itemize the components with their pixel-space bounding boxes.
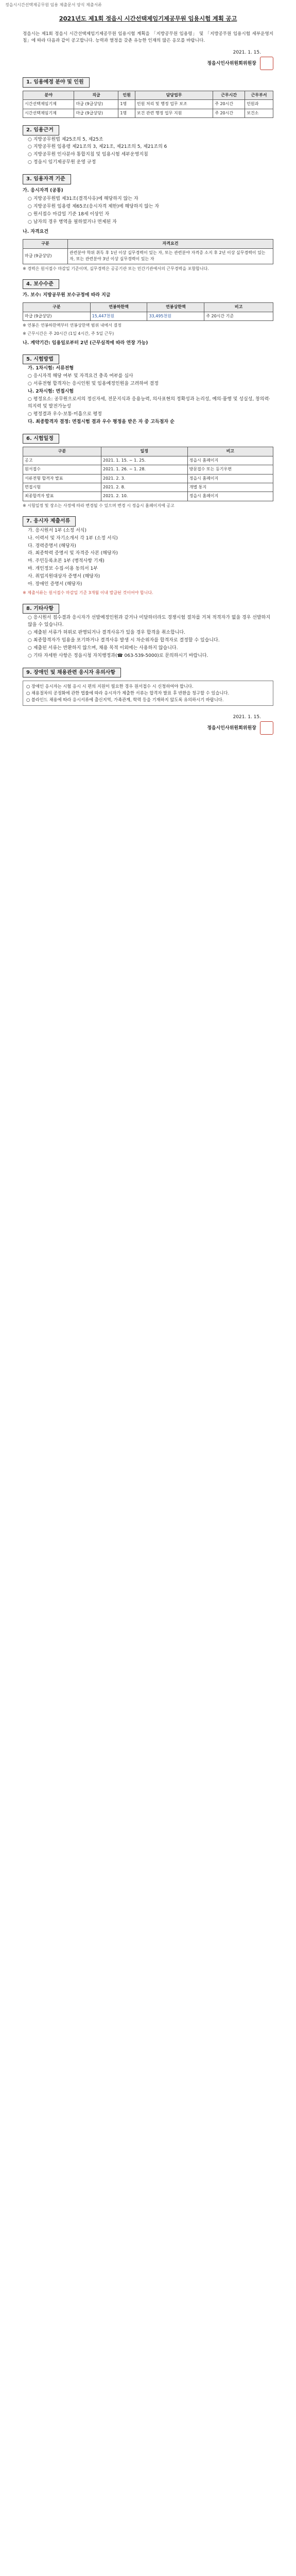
table-header-row — [23, 91, 273, 99]
table-header: 근무시간 — [213, 91, 245, 99]
official-seal-icon — [260, 721, 273, 735]
table-header: 일정 — [101, 447, 187, 456]
table-cell: 관련분야 학위 취득 후 1년 이상 실무경력이 있는 자, 또는 관련분야 자격증 소지 후 2년 이상 실무경력이 있는 자, 또는 관련분야 3년 이상 실무경력이 있는 자 — [68, 248, 273, 264]
table-row — [23, 483, 273, 492]
table-cell: 정읍시 홈페이지 — [187, 456, 273, 465]
list-item: ○ 지방공무원 임용령 제21조의 3, 제21조, 제21조의 5, 제21조의 6 — [28, 144, 167, 150]
table-header: 분야 — [23, 91, 74, 99]
table-cell: 개별 통지 — [187, 483, 273, 492]
document-title: 2021년도 제1회 정읍시 시간선택제임기제공무원 임용시험 계획 공고 — [59, 15, 237, 22]
table-cell: 마급 (9급상당) — [74, 100, 118, 109]
issuing-org-name: 정읍시인사위원회위원장 — [207, 61, 256, 66]
list-item: ○ 응시자격 해당 여부 및 자격요건 충족 여부를 심사 — [28, 374, 133, 379]
section-heading-3: 3. 임용자격 기준 — [23, 174, 71, 184]
table-cell: 2021. 2. 8. — [101, 483, 187, 492]
table-cell: 주 20시간 — [213, 100, 245, 109]
list-item: ○ 지방공무원법 제25조의 5, 제25조 — [28, 137, 103, 142]
salary-table — [23, 302, 273, 321]
table-cell: 공고 — [23, 456, 101, 465]
section-heading-1: 1. 임용예정 분야 및 인원 — [23, 77, 90, 88]
table-cell: 마급 (9급상당) — [23, 248, 68, 264]
schedule-table — [23, 447, 273, 501]
list-item: ○ 지방공무원 인사분야 통합지침 및 임용시험 세부운영지침 — [28, 152, 148, 158]
table-row — [23, 312, 273, 320]
footer-org-name: 정읍시인사위원회위원장 — [207, 725, 256, 731]
list-item: 나. 이력서 및 자기소개서 각 1부 (소정 서식) — [28, 535, 118, 541]
table-cell: 보건소 — [245, 109, 273, 117]
list-item: ○ 평정요소: 공무원으로서의 정신자세, 전문지식과 응용능력, 의사표현의 정확성과 논리성, 예의·품행 및 성실성, 창의력·의지력 및 발전가능성 — [28, 397, 271, 410]
table-cell: 민원 처리 및 행정 업무 보조 — [135, 100, 213, 109]
table-cell: 정읍시 홈페이지 — [187, 492, 273, 501]
table-row — [23, 465, 273, 474]
table-header: 비고 — [204, 303, 273, 312]
footer-date: 2021. 1. 15. — [233, 714, 261, 720]
official-seal-icon — [260, 57, 273, 70]
legal-basis-list — [28, 137, 273, 167]
table-header-row — [23, 303, 273, 312]
list-item: ○ 평정결과 우수·보통·미흡으로 평정 — [28, 412, 102, 417]
subheading: 가. 보수: 지방공무원 보수규정에 따라 지급 — [23, 293, 111, 298]
footnote: ※ 경력은 원서접수 마감일 기준이며, 실무경력은 공공기관 또는 민간기관에서의 근무경력을 포함합니다. — [23, 266, 209, 271]
table-header: 담당업무 — [135, 91, 213, 99]
list-item: ○ 응시원서 접수결과 응시자가 선발예정인원과 같거나 미달하더라도 경쟁시험 절차를 거쳐 적격자가 없을 경우 선발하지 않을 수 있습니다. — [28, 615, 271, 628]
list-item: 사. 취업지원대상자 증명서 (해당자) — [28, 574, 100, 580]
list-item: 아. 장애인 증명서 (해당자) — [28, 582, 82, 587]
table-header: 자격요건 — [68, 240, 273, 248]
table-row — [23, 109, 273, 117]
table-cell: 2021. 2. 10. — [101, 492, 187, 501]
issuing-org — [23, 57, 273, 70]
table-row — [23, 474, 273, 483]
list-item: ○ 정읍시 임기제공무원 운영 규정 — [28, 160, 96, 165]
table-header: 구분 — [23, 240, 68, 248]
footnote: ※ 시험일정 및 장소는 사정에 따라 변경될 수 있으며 변경 시 정읍시 홈페이지에 공고 — [23, 503, 175, 508]
list-item: ○ 지방공무원법 제31조(결격사유)에 해당하지 않는 자 — [28, 196, 138, 201]
table-header-row — [23, 447, 273, 456]
list-item: 라. 최종학력 증명서 및 자격증 사본 (해당자) — [28, 551, 118, 556]
list-item: 다. 경력증명서 (해당자) — [28, 543, 76, 549]
section-heading-4: 4. 보수수준 — [23, 279, 59, 290]
section-heading-7: 7. 응시자 제출서류 — [23, 516, 76, 527]
list-item: ○ 남자의 경우 병역을 필하였거나 면제된 자 — [28, 219, 117, 225]
table-cell: 2021. 1. 26. ~ 1. 28. — [101, 465, 187, 474]
notice-box — [23, 681, 273, 706]
list-item: ○ 장애인 응시자는 시험 응시 시 편의 지원이 필요한 경우 원서접수 시 신청하여야 합니다. — [26, 684, 194, 689]
table-cell: 1명 — [118, 100, 135, 109]
table-header: 연봉상한액 — [147, 303, 204, 312]
list-item: 마. 주민등록초본 1부 (병적사항 기재) — [28, 558, 105, 564]
eligibility-list — [28, 196, 273, 226]
subheading: 나. 계약기간: 임용일로부터 2년 (근무실적에 따라 연장 가능) — [23, 340, 148, 346]
table-cell: 서류전형 합격자 발표 — [23, 474, 101, 483]
list-item: ○ 지방공무원 임용령 제65조(응시자격 제한)에 해당하지 않는 자 — [28, 204, 160, 209]
footer-org — [23, 721, 273, 735]
section-heading-2: 2. 임용근거 — [23, 125, 59, 135]
list-item: 나. 2차시험: 면접시험 — [28, 389, 74, 395]
list-item: ○ 블라인드 채용에 따라 응시서류에 출신지역, 가족관계, 학력 등을 기재하지 않도록 유의하시기 바랍니다. — [26, 697, 224, 702]
footnote: ※ 제출서류는 원서접수 마감일 기준 3개월 이내 발급된 것이어야 합니다. — [23, 590, 153, 596]
issue-date: 2021. 1. 15. — [233, 50, 261, 56]
exam-method-list — [28, 365, 273, 426]
table-cell: 2021. 1. 15. ~ 1. 25. — [101, 456, 187, 465]
misc-list — [28, 615, 273, 660]
list-item: ○ 제출된 서류가 허위로 판명되거나 결격사유가 있을 경우 합격을 취소합니다. — [28, 630, 185, 635]
list-item: ○ 제출된 서류는 반환하지 않으며, 채용 목적 이외에는 사용하지 않습니다. — [28, 645, 178, 651]
list-item: ○ 기타 자세한 사항은 정읍시청 자치행정과(☎ 063-539-5000)로 문의하시기 바랍니다. — [28, 653, 208, 658]
table-cell: 민원과 — [245, 100, 273, 109]
table-header-row — [23, 240, 273, 248]
intro-paragraph: 정읍시는 제1회 정읍시 시간선택제임기제공무원 임용시험 계획을 「지방공무원 임용령」 및 「지방공무원 임용시험 세부운영지침」에 따라 다음과 같이 공고합니다. 능력과 열정을 갖춘 유능한 인재의 많은 응모를 바랍니다. — [23, 31, 273, 44]
section-heading-9: 9. 장애인 및 채용관련 응시자 유의사항 — [23, 668, 121, 678]
table-row — [23, 456, 273, 465]
footnote: ※ 연봉은 연봉하한액부터 연봉상한액 범위 내에서 결정 — [23, 323, 121, 328]
list-item: 바. 개인정보 수집·이용 동의서 1부 — [28, 566, 98, 572]
table-cell: 1명 — [118, 109, 135, 117]
footnote: ※ 근무시간은 주 20시간 (1일 4시간, 주 5일 근무) — [23, 331, 114, 336]
table-cell: 보건 관련 행정 업무 지원 — [135, 109, 213, 117]
table-cell: 마급 (9급상당) — [74, 109, 118, 117]
list-item: ○ 원서접수 마감일 기준 18세 이상인 자 — [28, 211, 110, 217]
positions-table — [23, 91, 273, 118]
list-item: 다. 최종합격자 결정: 면접시험 결과 우수 평정을 받은 자 중 고득점자 순 — [28, 419, 175, 425]
table-cell: 방문접수 또는 등기우편 — [187, 465, 273, 474]
table-header: 직급 — [74, 91, 118, 99]
table-cell: 15,447천원 — [90, 312, 147, 320]
table-cell: 최종합격자 발표 — [23, 492, 101, 501]
table-cell: 시간선택제임기제 — [23, 109, 74, 117]
qualification-table — [23, 239, 273, 264]
section-heading-6: 6. 시험일정 — [23, 434, 59, 444]
table-cell: 주 20시간 — [213, 109, 245, 117]
table-cell: 2021. 2. 3. — [101, 474, 187, 483]
list-item: ○ 최종합격자가 임용을 포기하거나 결격사유 발생 시 차순위자를 합격자로 결정할 수 있습니다. — [28, 637, 220, 643]
list-item: 가. 1차시험: 서류전형 — [28, 366, 74, 371]
header-note: 정읍시시간선택제공무원 임용 제출문서 양식 제출서류 — [5, 3, 102, 7]
documents-list — [28, 528, 273, 589]
table-header: 연봉하한액 — [90, 303, 147, 312]
list-item: ○ 채용절차의 공정화에 관한 법률에 따라 응시자가 제출한 서류는 합격자 발표 후 반환을 청구할 수 있습니다. — [26, 690, 230, 696]
table-cell: 마급 (9급상당) — [23, 312, 91, 320]
table-header: 인원 — [118, 91, 135, 99]
section-heading-5: 5. 시험방법 — [23, 354, 59, 365]
subheading: 가. 응시자격 (공통) — [23, 188, 63, 193]
table-cell: 시간선택제임기제 — [23, 100, 74, 109]
table-header: 구분 — [23, 303, 91, 312]
subheading: 나. 자격요건 — [23, 229, 49, 235]
table-row — [23, 100, 273, 109]
table-header: 구분 — [23, 447, 101, 456]
list-item: ○ 서류전형 합격자는 응시인원 및 임용예정인원을 고려하여 결정 — [28, 381, 159, 387]
section-heading-8: 8. 기타사항 — [23, 604, 59, 614]
table-header: 비고 — [187, 447, 273, 456]
table-row — [23, 492, 273, 501]
table-cell: 33,495천원 — [147, 312, 204, 320]
table-row — [23, 248, 273, 264]
table-cell: 면접시험 — [23, 483, 101, 492]
table-cell: 정읍시 홈페이지 — [187, 474, 273, 483]
table-header: 근무부서 — [245, 91, 273, 99]
table-cell: 원서접수 — [23, 465, 101, 474]
signature-block — [23, 49, 273, 70]
list-item: 가. 응시원서 1부 (소정 서식) — [28, 528, 86, 533]
table-cell: 주 20시간 기준 — [204, 312, 273, 320]
footer-signature-block — [23, 714, 273, 735]
